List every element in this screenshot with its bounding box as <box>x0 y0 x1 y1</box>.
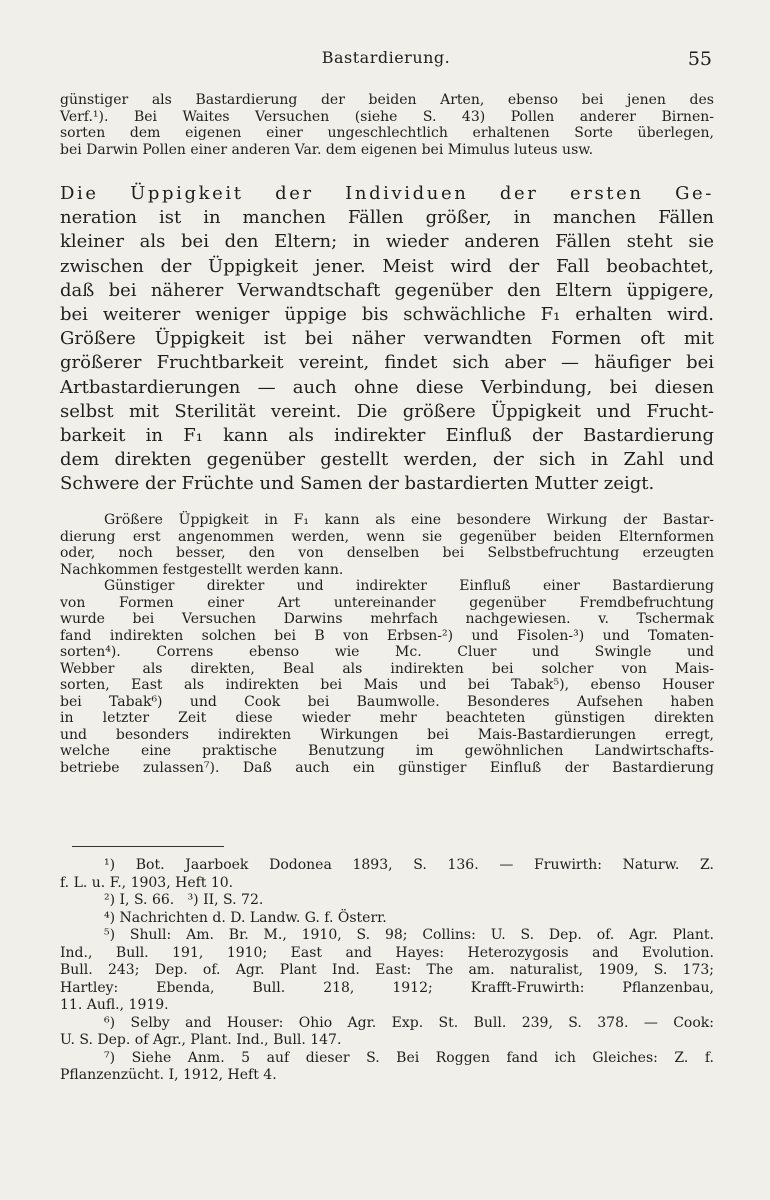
running-title: Bastardierung. <box>321 48 451 67</box>
text-line: sorten⁴). Correns ebenso wie Mc. Cluer und Swingle und <box>60 644 714 660</box>
text-line: Artbastardierungen — auch ohne diese Verbindung, bei diesen <box>60 376 714 398</box>
footnotes <box>60 857 714 1085</box>
text-line: selbst mit Sterilität vereint. Die größere Üppigkeit und Frucht- <box>60 400 714 422</box>
footnote-line: U. S. Dep. of Agr., Plant. Ind., Bull. 147. <box>60 1032 342 1048</box>
text-line: Verf.¹). Bei Waites Versuchen (siehe S. 43) Pollen anderer Birnen- <box>60 108 714 125</box>
footnote-line: Pflanzenzücht. I, 1912, Heft 4. <box>60 1067 277 1083</box>
text-line: Die Üppigkeit der Individuen der ersten Ge- <box>60 183 714 204</box>
footnote-line: Ind., Bull. 191, 1910; East and Hayes: Heterozygosis and Evolution. <box>60 944 714 961</box>
text-line: bei weiterer weniger üppige bis schwächliche F₁ erhalten wird. <box>60 304 714 326</box>
footnote-line: ⁶) Selby and Houser: Ohio Agr. Exp. St. Bull. 239, S. 378. — Cook: <box>104 1014 714 1031</box>
text-line: zwischen der Üppigkeit jener. Meist wird der Fall beobachtet, <box>60 255 714 277</box>
text-line: sorten dem eigenen einer ungeschlechtlich erhaltenen Sorte überlegen, <box>60 125 714 141</box>
text-line: fand indirekten solchen bei B von Erbsen-²) und Fisolen-³) und Tomaten- <box>60 627 714 644</box>
text-line: dem direkten gegenüber gestellt werden, der sich in Zahl und <box>60 449 714 471</box>
page-number: 55 <box>687 48 712 70</box>
footnote-line: ¹) Bot. Jaarboek Dodonea 1893, S. 136. — Fruwirth: Naturw. Z. <box>104 857 714 873</box>
text-line: Größere Üppigkeit ist bei näher verwandten Formen oft mit <box>60 328 714 350</box>
text-line: kleiner als bei den Eltern; in wieder anderen Fällen steht sie <box>60 231 714 253</box>
text-line: dierung erst angenommen werden, wenn sie gegenüber beiden Elternformen <box>60 528 714 545</box>
page-header <box>60 48 712 72</box>
text-line: in letzter Zeit diese wieder mehr beachteten günstigen direkten <box>60 710 714 726</box>
text-line: bei Darwin Pollen einer anderen Var. dem eigenen bei Mimulus luteus usw. <box>60 141 594 158</box>
text-line: bei Tabak⁶) und Cook bei Baumwolle. Besonderes Aufsehen haben <box>60 693 714 710</box>
footnote-line: Bull. 243; Dep. of. Agr. Plant Ind. East: The am. naturalist, 1909, S. 173; <box>60 962 714 978</box>
text-line: betriebe zulassen⁷). Daß auch ein günstiger Einfluß der Bastardierung <box>60 759 714 776</box>
footnote-line: ⁷) Siehe Anm. 5 auf dieser S. Bei Roggen fand ich Gleiches: Z. f. <box>104 1049 714 1066</box>
text-line: daß bei näherer Verwandtschaft gegenüber den Eltern üppigere, <box>60 279 714 301</box>
footnote-divider <box>72 846 224 847</box>
main-paragraph <box>60 182 714 497</box>
small-print-section <box>60 512 714 776</box>
text-line: neration ist in manchen Fällen größer, in manchen Fällen <box>60 207 714 229</box>
text-line: günstiger als Bastardierung der beiden Arten, ebenso bei jenen des <box>60 92 714 108</box>
text-line: welche eine praktische Benutzung im gewöhnlichen Landwirtschafts- <box>60 743 714 759</box>
footnote-line: ⁵) Shull: Am. Br. M., 1910, S. 98; Collins: U. S. Dep. of. Agr. Plant. <box>104 927 714 943</box>
footnote-line: ⁴) Nachrichten d. D. Landw. G. f. Österr. <box>104 909 387 926</box>
footnote-line: Hartley: Ebenda, Bull. 218, 1912; Krafft-Fruwirth: Pflanzenbau, <box>60 979 714 996</box>
text-line: barkeit in F₁ kann als indirekter Einfluß der Bastardierung <box>60 425 714 447</box>
text-line: von Formen einer Art untereinander gegenüber Fremdbefruchtung <box>60 594 714 611</box>
text-line: Webber als direkten, Beal als indirekten bei solcher von Mais- <box>60 660 714 677</box>
text-line: oder, noch besser, den von denselben bei Selbstbefruchtung erzeugten <box>60 545 714 561</box>
text-line: Schwere der Früchte und Samen der bastardierten Mutter zeigt. <box>60 473 655 495</box>
footnote-line: f. L. u. F., 1903, Heft 10. <box>60 874 234 891</box>
text-line: Größere Üppigkeit in F₁ kann als eine besondere Wirkung der Bastar- <box>104 512 714 528</box>
footnote-line: 11. Aufl., 1919. <box>60 997 169 1013</box>
footnote-line: ²) I, S. 66. ³) II, S. 72. <box>104 892 264 908</box>
text-line: und besonders indirekten Wirkungen bei Mais-Bastardierungen erregt, <box>60 726 714 743</box>
text-line: größerer Fruchtbarkeit vereint, findet sich aber — häufiger bei <box>60 352 714 374</box>
text-line: wurde bei Versuchen Darwins mehrfach nachgewiesen. v. Tschermak <box>60 611 714 627</box>
text-line: Nachkommen festgestellt werden kann. <box>60 561 344 578</box>
text-line: Günstiger direkter und indirekter Einfluß einer Bastardierung <box>104 578 714 594</box>
text-line: sorten, East als indirekten bei Mais und bei Tabak⁵), ebenso Houser <box>60 677 714 693</box>
intro-paragraph <box>60 92 714 158</box>
